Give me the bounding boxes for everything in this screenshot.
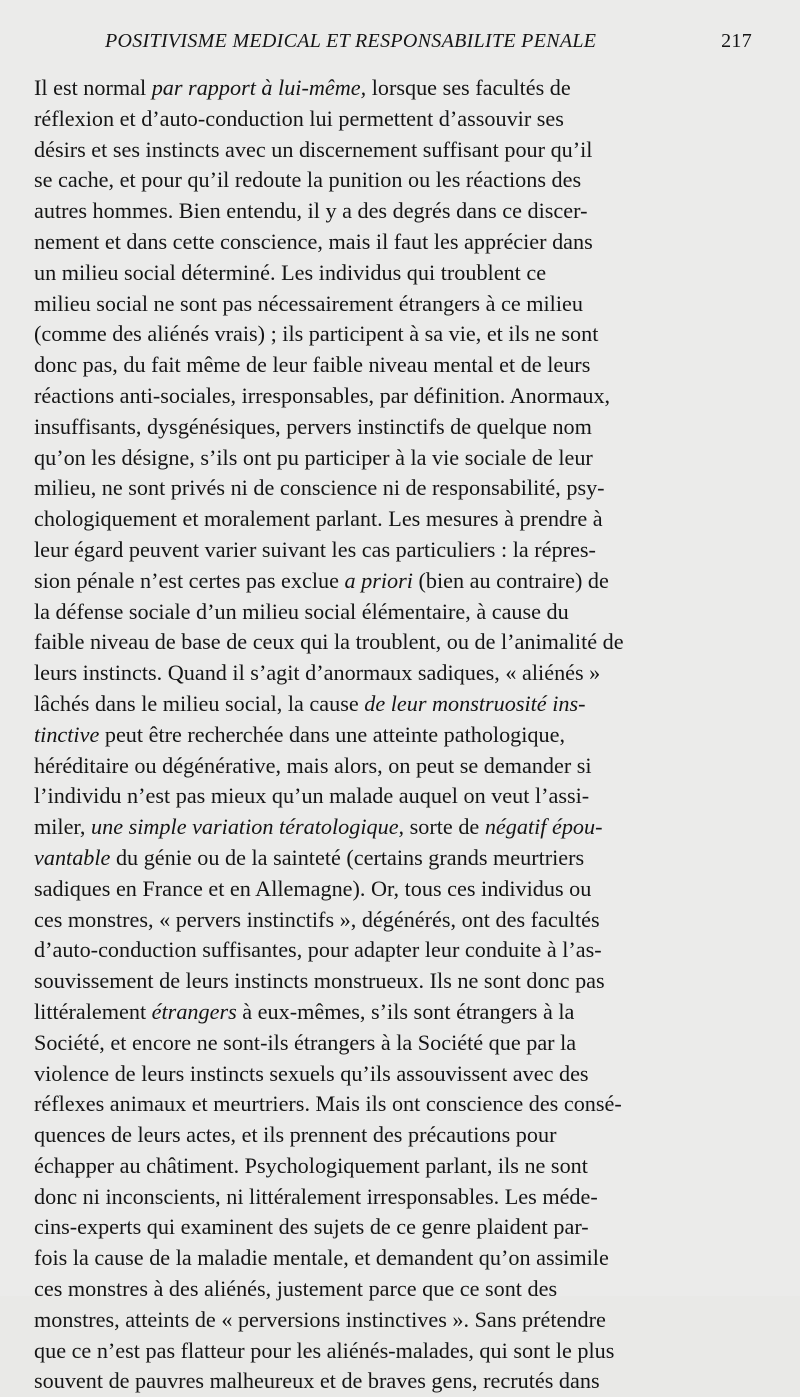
text-line — [34, 1120, 768, 1151]
text-line — [34, 319, 768, 350]
text-line — [34, 227, 768, 258]
text-line — [34, 1182, 768, 1213]
text-line — [34, 597, 768, 628]
text-segment: l’individu n’est pas mieux qu’un malade auquel on veut l’assi- — [34, 783, 590, 809]
text-segment: la défense sociale d’un milieu social élémentaire, à cause du — [34, 598, 569, 624]
text-line — [34, 196, 768, 227]
text-line — [34, 1089, 768, 1120]
text-line — [34, 1305, 768, 1336]
text-segment: nement et dans cette conscience, mais il faut les apprécier dans — [34, 228, 593, 254]
text-line — [34, 997, 768, 1028]
text-segment: donc pas, du fait même de leur faible niveau mental et de leurs — [34, 352, 591, 378]
text-segment: du génie ou de la sainteté (certains grands meurtriers — [110, 844, 585, 870]
text-line — [34, 1274, 768, 1305]
italic-text-segment: a priori — [344, 567, 413, 593]
text-line — [34, 874, 768, 905]
text-segment: milieu social ne sont pas nécessairement étrangers à ce milieu — [34, 290, 583, 316]
text-segment: souvent de pauvres malheureux et de braves gens, recrutés dans — [34, 1368, 600, 1394]
text-line — [34, 73, 768, 104]
text-line — [34, 1243, 768, 1274]
text-segment: lâchés dans le milieu social, la cause — [34, 690, 365, 716]
text-line — [34, 812, 768, 843]
text-line — [34, 165, 768, 196]
text-line — [34, 781, 768, 812]
text-segment: quences de leurs actes, et ils prennent des précautions pour — [34, 1122, 557, 1148]
text-line — [34, 350, 768, 381]
italic-text-segment: une simple variation tératologique, — [91, 814, 405, 840]
text-segment: Il est normal — [34, 75, 152, 100]
text-line — [34, 504, 768, 535]
text-segment: insuffisants, dysgénésiques, pervers instinctifs de quelque nom — [34, 413, 592, 439]
text-segment: réflexion et d’auto-conduction lui permettent d’assouvir ses — [34, 105, 564, 131]
text-segment: ces monstres, « pervers instinctifs », dégénérés, ont des facultés — [34, 906, 600, 932]
text-segment: héréditaire ou dégénérative, mais alors, on peut se demander si — [34, 752, 592, 778]
text-line — [34, 1366, 768, 1397]
text-segment: que ce n’est pas flatteur pour les aliénés-malades, qui sont le plus — [34, 1337, 615, 1363]
text-line — [34, 689, 768, 720]
text-line — [34, 381, 768, 412]
italic-text-segment: vantable — [34, 844, 111, 870]
text-segment: désirs et ses instincts avec un discernement suffisant pour qu’il — [34, 136, 593, 162]
text-segment: fois la cause de la maladie mentale, et demandent qu’on assimile — [34, 1245, 609, 1271]
text-segment: sadiques en France et en Allemagne). Or, tous ces individus ou — [34, 875, 592, 901]
text-segment: chologiquement et moralement parlant. Les mesures à prendre à — [34, 506, 603, 532]
text-line — [34, 1212, 768, 1243]
text-segment: sorte de — [404, 814, 485, 840]
text-segment: Société, et encore ne sont-ils étrangers à la Société que par la — [34, 1029, 577, 1055]
running-title: POSITIVISME MEDICAL ET RESPONSABILITE PENALE — [105, 30, 597, 52]
text-segment: littéralement — [34, 998, 152, 1024]
text-segment: (bien au contraire) de — [412, 567, 609, 593]
text-line — [34, 935, 768, 966]
text-line — [34, 1336, 768, 1367]
text-segment: donc ni inconscients, ni littéralement irresponsables. Les méde- — [34, 1183, 598, 1209]
text-segment: qu’on les désigne, s’ils ont pu participer à la vie sociale de leur — [34, 444, 593, 470]
text-line — [34, 104, 768, 135]
text-line — [34, 1059, 768, 1090]
text-segment: milieu, ne sont privés ni de conscience ni de responsabilité, psy- — [34, 475, 605, 501]
text-line — [34, 443, 768, 474]
text-line — [34, 289, 768, 320]
italic-text-segment: négatif épou- — [484, 814, 603, 840]
text-segment: se cache, et pour qu’il redoute la punition ou les réactions des — [34, 167, 582, 193]
text-line — [34, 1028, 768, 1059]
text-line — [34, 627, 768, 658]
text-line — [34, 412, 768, 443]
text-segment: sion pénale n’est certes pas exclue — [34, 567, 345, 593]
text-segment: ces monstres à des aliénés, justement parce que ce sont des — [34, 1276, 558, 1302]
text-segment: réflexes animaux et meurtriers. Mais ils ont conscience des consé- — [34, 1091, 622, 1117]
italic-text-segment: étrangers — [151, 998, 237, 1024]
text-segment: à eux-mêmes, s’ils sont étrangers à la — [236, 998, 575, 1024]
text-line — [34, 535, 768, 566]
text-line — [34, 135, 768, 166]
text-line — [34, 751, 768, 782]
text-segment: cins-experts qui examinent des sujets de ce genre plaident par- — [34, 1214, 589, 1240]
text-segment: violence de leurs instincts sexuels qu’ils assouvissent avec des — [34, 1060, 589, 1086]
text-segment: d’auto-conduction suffisantes, pour adapter leur conduite à l’as- — [34, 937, 602, 963]
text-segment: leurs instincts. Quand il s’agit d’anormaux sadiques, « aliénés » — [34, 660, 601, 686]
text-segment: réactions anti-sociales, irresponsables, par définition. Anormaux, — [34, 382, 611, 408]
text-segment: faible niveau de base de ceux qui la troublent, ou de l’animalité de — [34, 629, 624, 655]
text-line — [34, 905, 768, 936]
text-segment: leur égard peuvent varier suivant les cas particuliers : la répres- — [34, 536, 596, 562]
text-segment: miler, — [34, 814, 92, 840]
text-line — [34, 566, 768, 597]
italic-text-segment: par rapport à lui-même, — [151, 75, 367, 100]
text-segment: autres hommes. Bien entendu, il y a des degrés dans ce discer- — [34, 198, 588, 224]
text-line — [34, 720, 768, 751]
page-number: 217 — [721, 30, 752, 52]
text-segment: souvissement de leurs instincts monstrueux. Ils ne sont donc pas — [34, 968, 605, 994]
italic-text-segment: de leur monstruosité ins- — [364, 690, 586, 716]
text-segment: un milieu social déterminé. Les individus qui troublent ce — [34, 259, 547, 285]
body-text — [34, 73, 768, 1397]
page-header — [0, 30, 800, 60]
text-line — [34, 843, 768, 874]
text-segment: peut être recherchée dans une atteinte pathologique, — [99, 721, 566, 747]
text-segment: monstres, atteints de « perversions instinctives ». Sans prétendre — [34, 1306, 606, 1332]
text-line — [34, 1151, 768, 1182]
text-segment: (comme des aliénés vrais) ; ils participent à sa vie, et ils ne sont — [34, 321, 599, 347]
text-line — [34, 473, 768, 504]
text-segment: lorsque ses facultés de — [366, 75, 571, 100]
italic-text-segment: tinctive — [34, 721, 100, 747]
text-line — [34, 966, 768, 997]
text-line — [34, 658, 768, 689]
text-line — [34, 258, 768, 289]
text-segment: échapper au châtiment. Psychologiquement parlant, ils ne sont — [34, 1152, 588, 1178]
